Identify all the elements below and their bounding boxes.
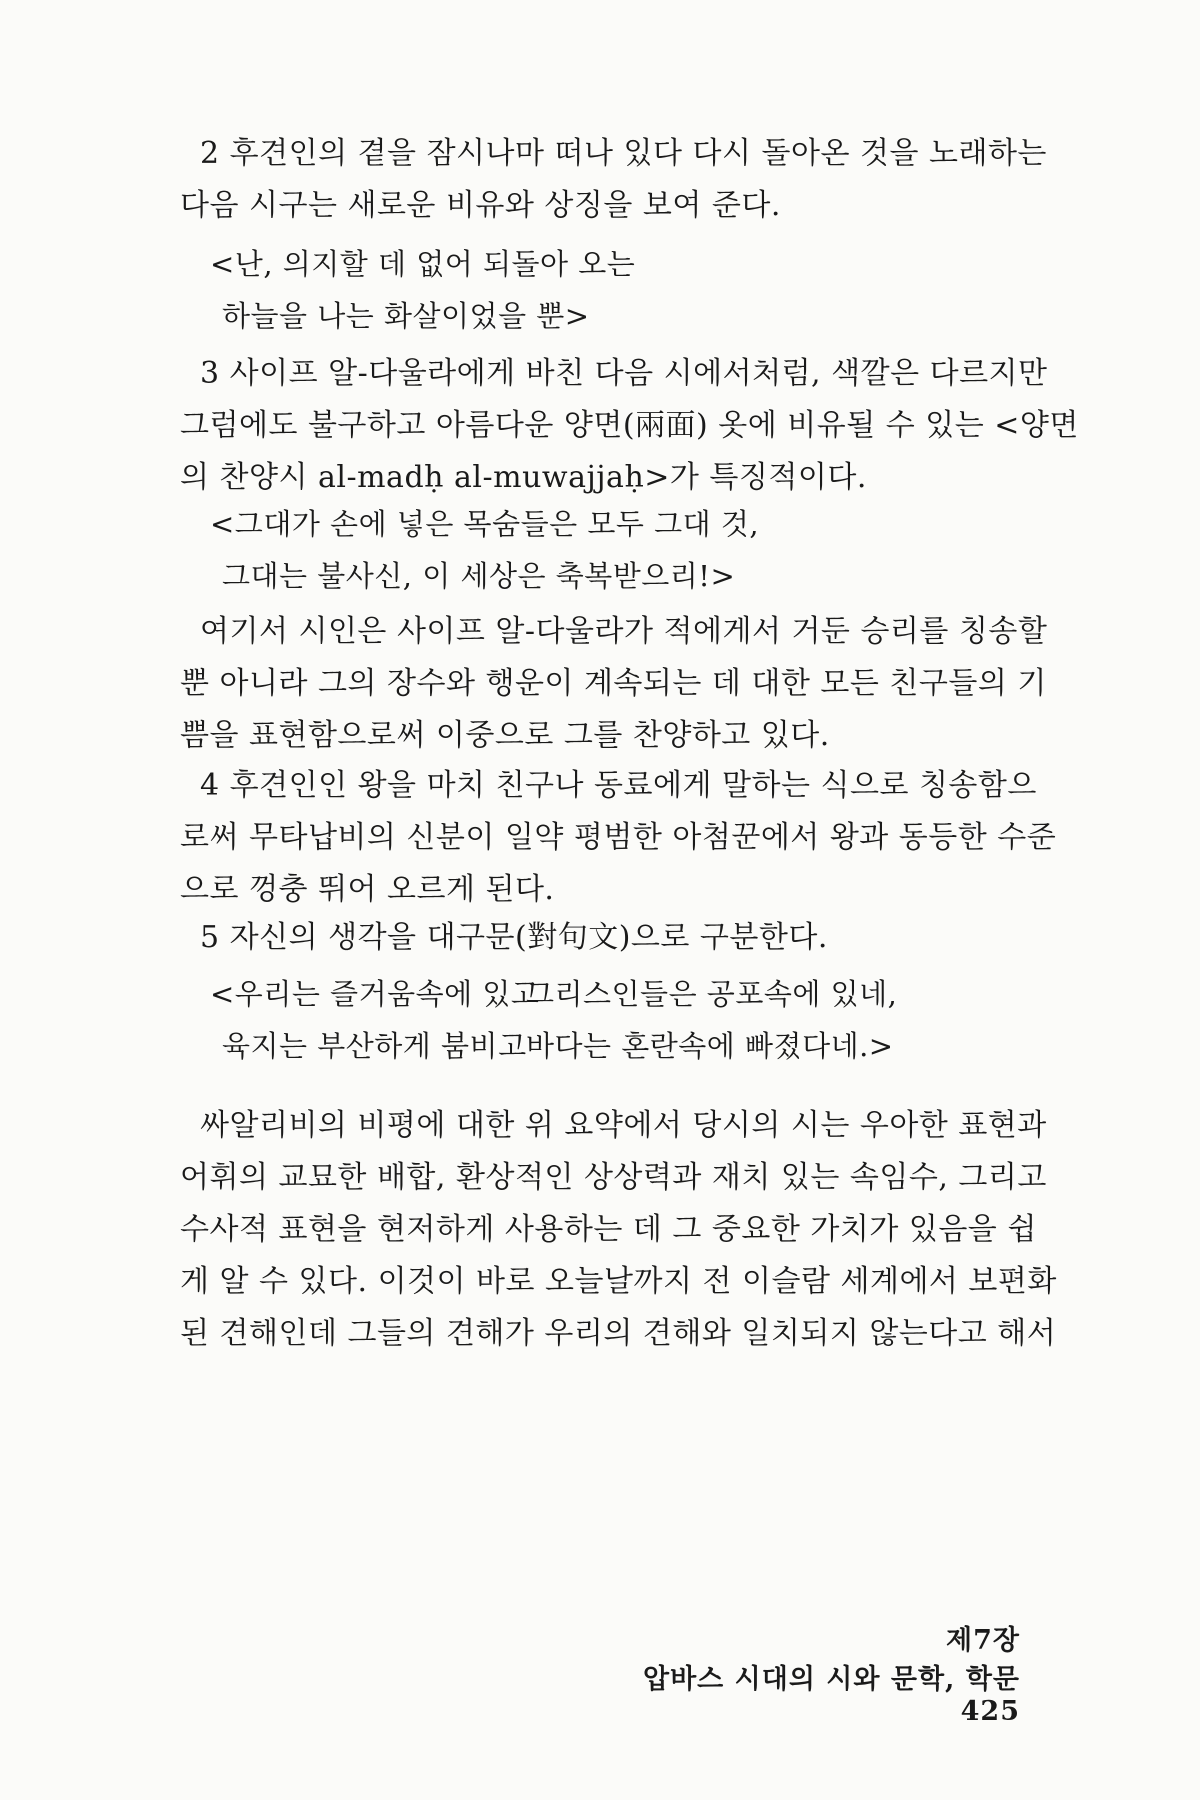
text-line: 2 후견인의 곁을 잠시나마 떠나 있다 다시 돌아온 것을 노래하는 bbox=[200, 136, 1047, 171]
text-line: 의 찬양시 al-madḥ al-muwajjaḥ>가 특징적이다. bbox=[180, 460, 867, 495]
text-line: 뿐 아니라 그의 장수와 행운이 계속되는 데 대한 모든 친구들의 기 bbox=[180, 666, 1047, 701]
verse-quote-2 bbox=[180, 498, 1020, 602]
text-line: 여기서 시인은 사이프 알-다울라가 적에게서 거둔 승리를 칭송할 bbox=[200, 614, 1048, 649]
paragraph-summary bbox=[180, 1100, 1057, 1360]
verse-left: <우리는 즐거움속에 있고 bbox=[210, 977, 540, 1011]
text-line: 로써 무타납비의 신분이 일약 평범한 아첨꾼에서 왕과 동등한 수준 bbox=[180, 820, 1057, 855]
paragraph-item-3 bbox=[180, 348, 1079, 504]
verse-line: 그대는 불사신, 이 세상은 축복받으리!> bbox=[222, 559, 736, 593]
paragraph-item-5 bbox=[180, 912, 1020, 964]
text-line: 수사적 표현을 현저하게 사용하는 데 그 중요한 가치가 있음을 쉽 bbox=[180, 1212, 1037, 1247]
verse-quote-1 bbox=[180, 238, 1020, 342]
text-line: 쁨을 표현함으로써 이중으로 그를 찬양하고 있다. bbox=[180, 718, 830, 753]
verse-couplet bbox=[180, 1020, 1020, 1072]
running-footer bbox=[560, 1618, 1020, 1727]
text-line: 으로 껑충 뛰어 오르게 된다. bbox=[180, 872, 555, 907]
paragraph-item-4 bbox=[180, 760, 1057, 916]
text-line: 5 자신의 생각을 대구문(對句文)으로 구분한다. bbox=[200, 920, 828, 955]
verse-quote-3 bbox=[180, 968, 1020, 1072]
text-line: 4 후견인인 왕을 마치 친구나 동료에게 말하는 식으로 칭송함으 bbox=[200, 768, 1037, 803]
verse-left: 육지는 부산하게 붐비고 bbox=[222, 1029, 527, 1063]
verse-line: <난, 의지할 데 없어 되돌아 오는 bbox=[210, 247, 636, 281]
text-line: 어휘의 교묘한 배합, 환상적인 상상력과 재치 있는 속임수, 그리고 bbox=[180, 1160, 1047, 1195]
text-line: 게 알 수 있다. 이것이 바로 오늘날까지 전 이슬람 세계에서 보편화 bbox=[180, 1264, 1057, 1299]
verse-couplet bbox=[180, 968, 1020, 1020]
chapter-title: 압바스 시대의 시와 문학, 학문 bbox=[643, 1664, 1020, 1695]
text-line: 그럼에도 불구하고 아름다운 양면(兩面) 옷에 비유될 수 있는 <양면 bbox=[180, 408, 1079, 443]
chapter-label: 제7장 bbox=[946, 1625, 1020, 1656]
verse-right: 그리스인들은 공포속에 있네, bbox=[526, 977, 898, 1011]
text-line: 싸알리비의 비평에 대한 위 요약에서 당시의 시는 우아한 표현과 bbox=[200, 1108, 1047, 1143]
text-line: 3 사이프 알-다울라에게 바친 다음 시에서처럼, 색깔은 다르지만 bbox=[200, 356, 1048, 391]
paragraph-item-2 bbox=[180, 128, 1047, 232]
text-line: 다음 시구는 새로운 비유와 상징을 보여 준다. bbox=[180, 188, 781, 223]
text-line: 된 견해인데 그들의 견해가 우리의 견해와 일치되지 않는다고 해서 bbox=[180, 1316, 1057, 1351]
verse-line: <그대가 손에 넣은 목숨들은 모두 그대 것, bbox=[210, 507, 760, 541]
verse-line: 하늘을 나는 화살이었을 뿐> bbox=[222, 299, 590, 333]
paragraph-commentary bbox=[180, 606, 1048, 762]
page-number: 425 bbox=[960, 1696, 1020, 1727]
verse-right: 바다는 혼란속에 빠졌다네.> bbox=[526, 1029, 894, 1063]
